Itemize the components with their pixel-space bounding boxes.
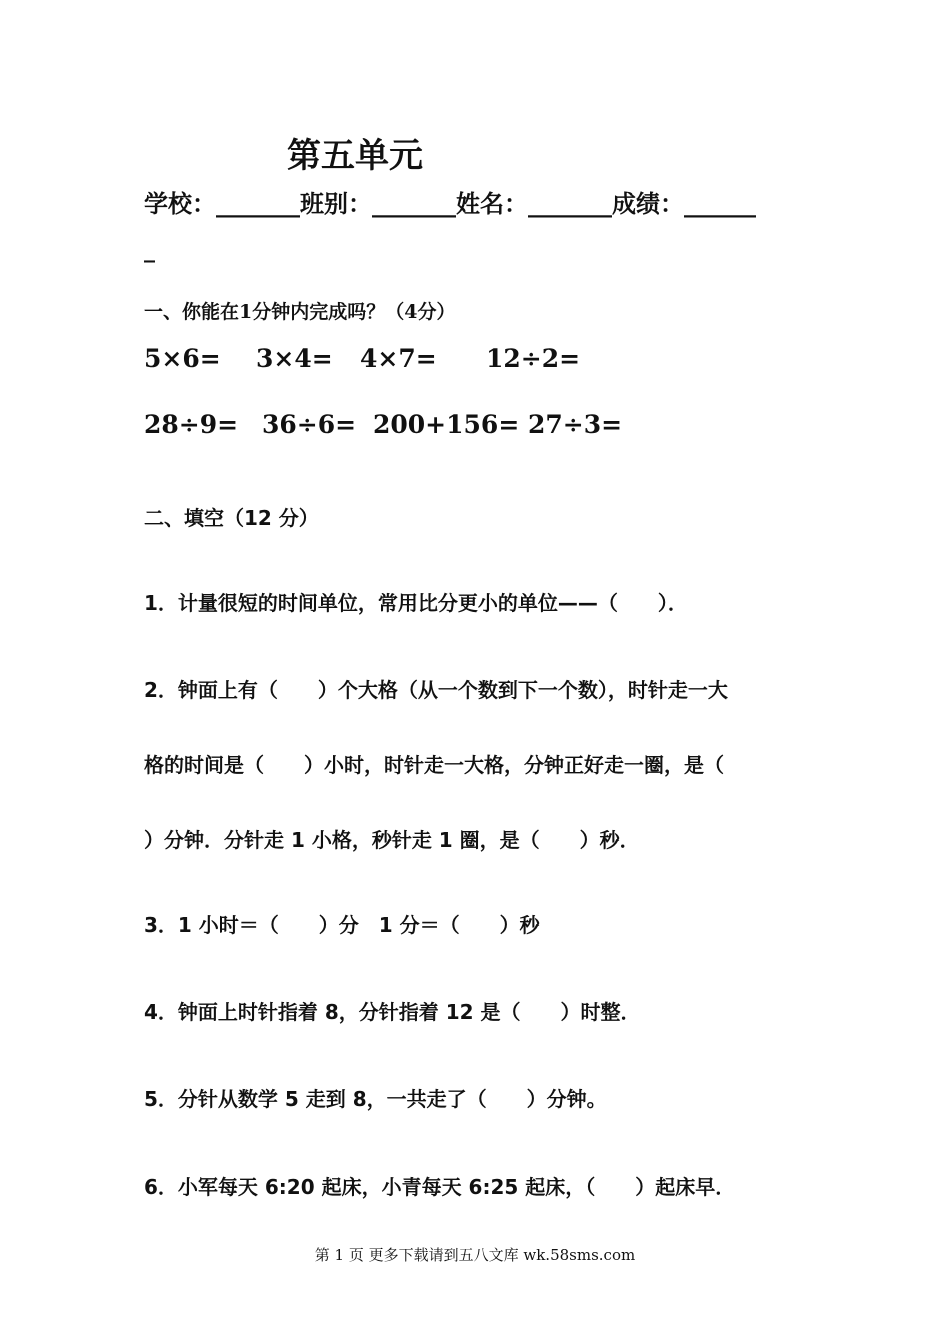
fill-blank-item: ）分钟．分针走 1 小格，秒针走 1 圈，是（ ）秒． (144, 828, 640, 852)
fill-blank-item: 4．钟面上时针指着 8，分针指着 12 是（ ）时整． (144, 1000, 641, 1024)
student-info-line: 学校：_______班别：_______姓名：_______成绩：______ (144, 190, 756, 218)
fill-blank-item: 格的时间是（ ）小时，时针走一大格，分钟正好走一圈，是（ (144, 753, 724, 777)
fill-blank-item: 3．1 小时＝（ ）分 1 分＝（ ）秒 (144, 913, 540, 937)
fill-blank-item: 5．分针从数学 5 走到 8，一共走了（ ）分钟。 (144, 1087, 607, 1111)
fill-blank-item: 1．计量很短的时间单位，常用比分更小的单位——（ ）． (144, 591, 688, 615)
arithmetic-problem: 4×7= (360, 344, 437, 373)
arithmetic-row-2 (0, 410, 950, 450)
arithmetic-problem: 200+156= (373, 410, 520, 439)
arithmetic-problem: 28÷9= (144, 410, 239, 439)
section2-heading: 二、填空（12 分） (144, 506, 319, 530)
page-title: 第五单元 (287, 136, 423, 176)
student-info-tail: _ (144, 238, 155, 263)
section1-heading: 一、你能在1分钟内完成吗？（4分） (144, 301, 456, 323)
arithmetic-problem: 36÷6= (262, 410, 357, 439)
arithmetic-problem: 12÷2= (486, 344, 581, 373)
arithmetic-problem: 5×6= (144, 344, 221, 373)
arithmetic-problem: 27÷3= (528, 410, 623, 439)
fill-blank-item: 2．钟面上有（ ）个大格（从一个数到下一个数），时针走一大 (144, 678, 728, 702)
arithmetic-problem: 3×4= (256, 344, 333, 373)
arithmetic-row-1 (0, 344, 950, 384)
fill-blank-item: 6．小军每天 6:20 起床，小青每天 6:25 起床，（ ）起床早． (144, 1175, 736, 1199)
page-footer: 第 1 页 更多下载请到五八文库 wk.58sms.com (314, 1246, 636, 1264)
